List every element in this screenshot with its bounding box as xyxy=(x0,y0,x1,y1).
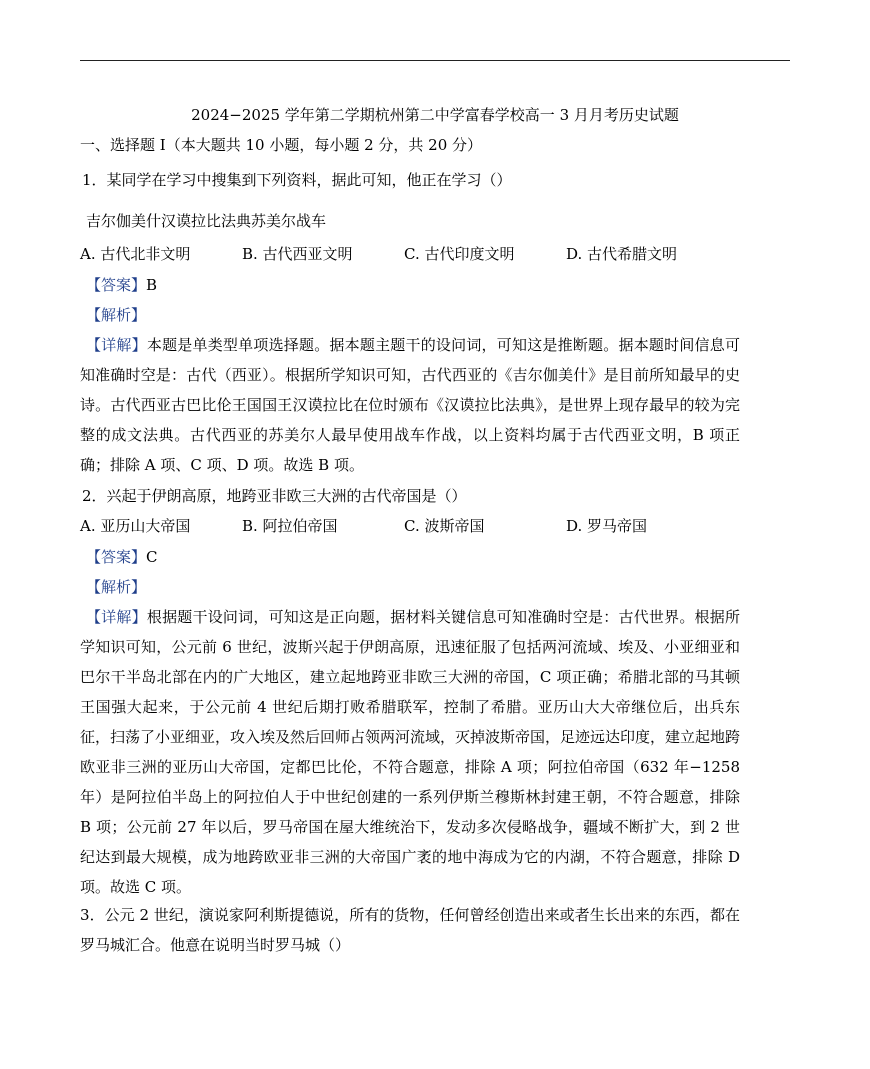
question-1-material: 吉尔伽美什汉谟拉比法典苏美尔战车 xyxy=(86,212,327,230)
question-1-analysis-tag: 【解析】 xyxy=(86,306,147,324)
question-2-option-a: A. 亚历山大帝国 xyxy=(80,517,191,535)
question-1-option-b: B. 古代西亚文明 xyxy=(242,245,353,263)
header-rule xyxy=(80,60,790,61)
question-1-option-d: D. 古代希腊文明 xyxy=(566,245,678,263)
question-2-option-d: D. 罗马帝国 xyxy=(566,517,648,535)
answer-value: B xyxy=(146,276,158,294)
question-2-option-c: C. 波斯帝国 xyxy=(404,517,485,535)
question-2-option-b: B. 阿拉伯帝国 xyxy=(242,517,338,535)
question-1-option-c: C. 古代印度文明 xyxy=(404,245,515,263)
question-1-detail xyxy=(80,330,740,480)
question-1-option-a: A. 古代北非文明 xyxy=(80,245,191,263)
answer-tag: 【答案】 xyxy=(86,276,147,294)
detail-tag: 【详解】 xyxy=(86,336,147,354)
question-3-stem: 3．公元 2 世纪，演说家阿利斯提德说，所有的货物，任何曾经创造出来或者生长出来的东西，都在罗马城汇合。他意在说明当时罗马城（） xyxy=(80,906,740,954)
detail-text: 本题是单类型单项选择题。据本题主题干的设问词，可知这是推断题。据本题时间信息可知准确时空是：古代（西亚）。根据所学知识可知，古代西亚的《吉尔伽美什》是目前所知最早的史诗。古代西亚古巴比伦王国国王汉谟拉比在位时颁布《汉谟拉比法典》，是世界上现存最早的较为完整的成文法典。古代西亚的苏美尔人最早使用战车作战，以上资料均属于古代西亚文明，B 项正确；排除 A 项、C 项、D 项。故选 B 项。 xyxy=(80,336,740,474)
document-title: 2024−2025 学年第二学期杭州第二中学富春学校高一 3 月月考历史试题 xyxy=(191,106,679,124)
answer-value: C xyxy=(146,548,158,566)
question-2-detail xyxy=(80,602,740,902)
question-1-stem: 1．某同学在学习中搜集到下列资料，据此可知，他正在学习（） xyxy=(82,171,512,189)
question-1-answer xyxy=(86,275,157,295)
detail-text: 根据题干设问词，可知这是正向题，据材料关键信息可知准确时空是：古代世界。根据所学知识可知，公元前 6 世纪，波斯兴起于伊朗高原，迅速征服了包括两河流域、埃及、小亚细亚和巴尔干半岛北部在内的广大地区，建立起地跨亚非欧三大洲的帝国，C 项正确；希腊北部的马其顿王国强大起来，于公元前 4 世纪后期打败希腊联军，控制了希腊。亚历山大大帝继位后，出兵东征，扫荡了小亚细亚，攻入埃及然后回师占领两河流域，灭掉波斯帝国，足迹远达印度，建立起地跨欧亚非三洲的亚历山大帝国，定都巴比伦，不符合题意，排除 A 项；阿拉伯帝国（632 年−1258 年）是阿拉伯半岛上的阿拉伯人于中世纪创建的一系列伊斯兰穆斯林封建王朝，不符合题意，排除 B 项；公元前 27 年以后，罗马帝国在屋大维统治下，发动多次侵略战争，疆域不断扩大，到 2 世纪达到最大规模，成为地跨欧亚非三洲的大帝国广袤的地中海成为它的内湖，不符合题意，排除 D 项。故选 C 项。 xyxy=(80,608,741,896)
question-2-answer xyxy=(86,547,158,567)
section-heading: 一、选择题 I（本大题共 10 小题，每小题 2 分，共 20 分） xyxy=(80,136,483,154)
question-2-analysis-tag: 【解析】 xyxy=(86,578,147,596)
answer-tag: 【答案】 xyxy=(86,548,147,566)
detail-tag: 【详解】 xyxy=(86,608,147,626)
question-2-stem: 2．兴起于伊朗高原，地跨亚非欧三大洲的古代帝国是（） xyxy=(82,487,467,505)
